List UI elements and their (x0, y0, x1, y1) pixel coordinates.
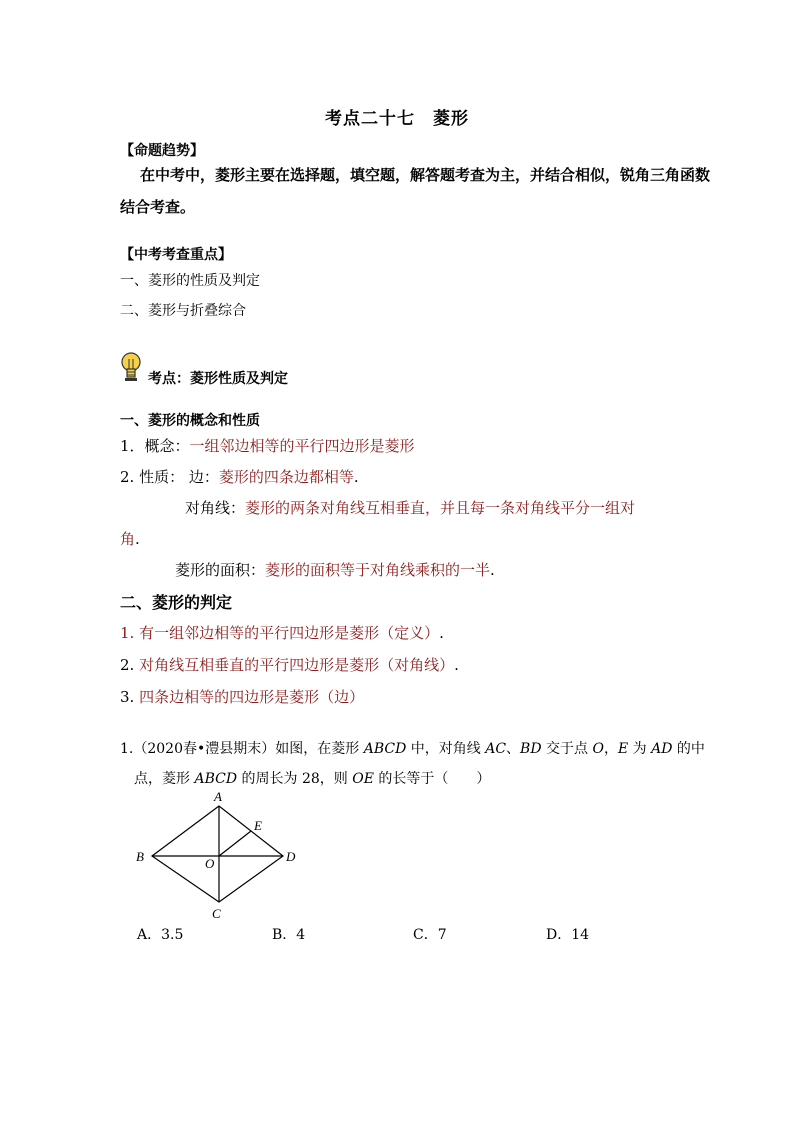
option-value: 3.5 (161, 927, 184, 943)
edge-end: . (353, 468, 359, 486)
q-var: ABCD (194, 771, 238, 787)
question-number: 1. (120, 741, 134, 757)
area-end: . (490, 561, 495, 579)
diagonal-line-cont (120, 528, 140, 549)
question-source: （2020春•澧县期末） (133, 741, 276, 757)
trend-line-2: 结合考查。 (120, 198, 196, 216)
option-value: 4 (296, 927, 306, 943)
label-d: D (286, 849, 296, 864)
edge-text: 菱形的四条边都相等 (218, 468, 354, 486)
q-var: AD (651, 741, 673, 757)
q-var: OE (352, 771, 374, 787)
item-text: 有一组邻边相等的平行四边形是菱形（定义） (139, 624, 440, 642)
section-1-heading: 一、菱形的概念和性质 (120, 413, 260, 429)
label-b: B (136, 849, 144, 864)
judgement-item (120, 622, 444, 643)
q-text: 的长等于（ ） (373, 771, 491, 787)
option-label: B． (272, 927, 297, 943)
q-var: AC (485, 741, 507, 757)
option-label: C． (413, 927, 438, 943)
q-text: 中，对角线 (406, 741, 486, 757)
judgement-item (120, 654, 459, 675)
area-line (175, 559, 495, 580)
concept-text: 一组邻边相等的平行四边形是菱形 (189, 437, 415, 455)
focus-heading: 【中考考查重点】 (120, 247, 232, 263)
option-label: A． (137, 927, 162, 943)
kaodian-label: 考点：菱形性质及判定 (148, 371, 288, 387)
label-o: O (205, 856, 215, 871)
focus-item: 一、菱形的性质及判定 (120, 273, 260, 289)
page-title: 考点二十七 菱形 (325, 109, 469, 129)
q-text: 、 (506, 741, 521, 757)
option-c[interactable] (413, 924, 447, 944)
diag-cont: 角 (120, 530, 136, 548)
item-text: 对角线互相垂直的平行四边形是菱形（对角线） (139, 656, 455, 674)
q-text: 的中 (672, 741, 705, 757)
judgement-item (120, 686, 364, 707)
q-var: E (617, 741, 629, 757)
label-a: A (214, 789, 222, 804)
item-num: 2. (120, 656, 135, 674)
section-2-heading: 二、菱形的判定 (120, 593, 233, 612)
question-line-2 (134, 768, 490, 788)
item-num: 3. (120, 688, 135, 706)
q-text: 如图，在菱形 (275, 741, 364, 757)
option-a[interactable] (137, 924, 183, 944)
diagonal-line (185, 497, 635, 518)
q-text: 交于点 (541, 741, 593, 757)
area-text: 菱形的面积等于对角线乘积的一半 (265, 561, 491, 579)
q-text: 的周长为 28，则 (237, 771, 353, 787)
item-end: . (454, 656, 459, 674)
diag-end: . (135, 530, 140, 548)
option-label: D． (546, 927, 572, 943)
property-line (120, 466, 359, 487)
concept-line (120, 435, 415, 456)
item-text: 四条边相等的四边形是菱形（边） (139, 688, 365, 706)
segment-oe (219, 831, 251, 856)
lightbulb-icon (120, 352, 142, 382)
q-var: O (592, 741, 604, 757)
diag-prefix: 对角线： (185, 499, 246, 517)
focus-item: 二、菱形与折叠综合 (120, 303, 246, 319)
rhombus-figure (130, 788, 320, 920)
item-end: . (439, 624, 444, 642)
option-value: 14 (571, 927, 590, 943)
rhombus-outline (152, 806, 283, 902)
option-b[interactable] (272, 924, 305, 944)
option-value: 7 (437, 927, 447, 943)
q-text: 为 (628, 741, 652, 757)
q-text: ， (603, 741, 618, 757)
question-line-1 (120, 738, 705, 758)
trend-line-1: 在中考中，菱形主要在选择题，填空题，解答题考查为主，并结合相似，锐角三角函数 (140, 166, 711, 184)
concept-prefix: 1．概念： (120, 437, 190, 455)
trend-heading: 【命题趋势】 (120, 143, 204, 159)
q-var: BD (520, 741, 542, 757)
item-num: 1. (120, 624, 135, 642)
edge-prefix: 边： (188, 468, 219, 486)
label-e: E (254, 818, 262, 833)
q-var: ABCD (363, 741, 407, 757)
option-d[interactable] (546, 924, 589, 944)
q-text: 点，菱形 (134, 771, 195, 787)
area-prefix: 菱形的面积： (175, 561, 266, 579)
diag-text: 菱形的两条对角线互相垂直，并且每一条对角线平分一组对 (245, 499, 636, 517)
label-c: C (212, 906, 221, 920)
property-prefix: 2. 性质： (120, 468, 185, 486)
